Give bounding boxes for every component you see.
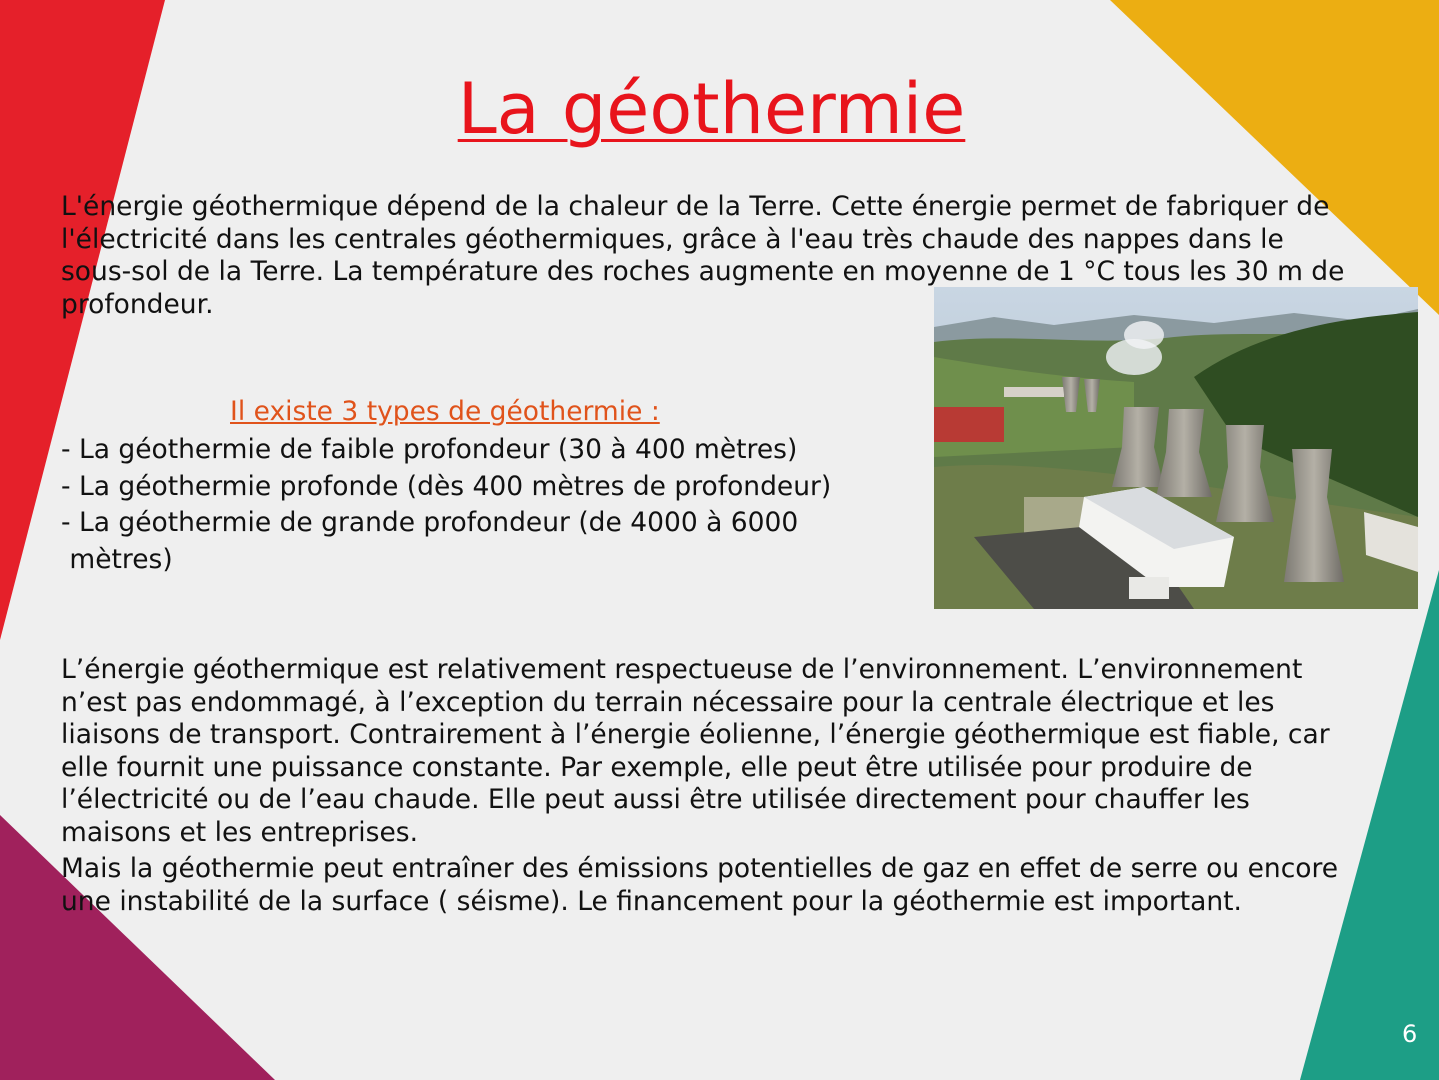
list-item: mètres) xyxy=(61,543,173,575)
environment-line: l’électricité ou de l’eau chaude. Elle peut aussi être utilisée directement pour chauffer les xyxy=(61,784,1250,815)
intro-line: L'énergie géothermique dépend de la chaleur de la Terre. Cette énergie permet de fabriquer de xyxy=(61,191,1330,222)
environment-line: maisons et les entreprises. xyxy=(61,816,418,848)
list-item: - La géothermie profonde (dès 400 mètres de profondeur) xyxy=(61,470,832,502)
environment-line: liaisons de transport. Contrairement à l’énergie éolienne, l’énergie géothermique est fiable, car xyxy=(61,719,1330,750)
environment-line: L’énergie géothermique est relativement respectueuse de l’environnement. L’environnement xyxy=(61,654,1303,685)
list-item: - La géothermie de faible profondeur (30 à 400 mètres) xyxy=(61,434,798,465)
intro-line: profondeur. xyxy=(61,288,214,320)
environment-line: n’est pas endommagé, à l’exception du terrain nécessaire pour la centrale électrique et les xyxy=(61,686,1275,718)
types-list xyxy=(61,432,831,578)
intro-line: l'électricité dans les centrales géothermiques, grâce à l'eau très chaude des nappes dans le xyxy=(61,223,1284,255)
slide-title: La géothermie xyxy=(457,68,966,150)
environment-paragraph xyxy=(61,654,1330,849)
drawbacks-paragraph xyxy=(61,853,1338,918)
types-heading: Il existe 3 types de géothermie : xyxy=(230,396,660,427)
list-item: - La géothermie de grande profondeur (de 4000 à 6000 xyxy=(61,507,799,538)
drawback-line: une instabilité de la surface ( séisme). Le financement pour la géothermie est important. xyxy=(61,885,1242,917)
geothermal-plant-photo xyxy=(934,287,1418,609)
plant-illustration xyxy=(934,287,1418,609)
intro-line: sous-sol de la Terre. La température des roches augmente en moyenne de 1 °C tous les 30 m de xyxy=(61,256,1345,287)
page-number: 6 xyxy=(1402,1020,1418,1048)
drawback-line: Mais la géothermie peut entraîner des émissions potentielles de gaz en effet de serre ou encore xyxy=(61,853,1339,884)
environment-line: elle fournit une puissance constante. Par exemple, elle peut être utilisée pour produire de xyxy=(61,751,1253,783)
